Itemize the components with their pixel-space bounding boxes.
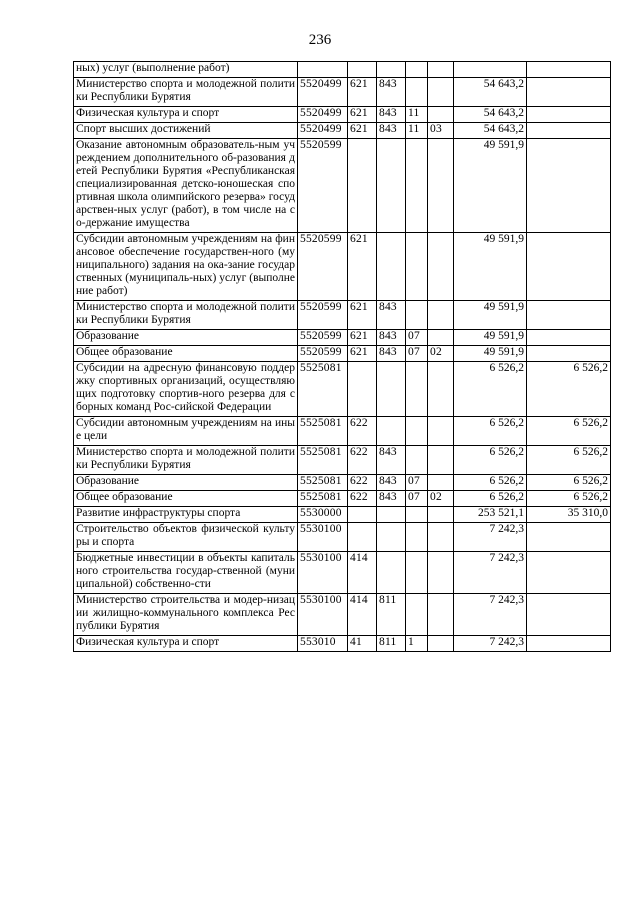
- subsection-cell: [428, 552, 454, 594]
- amount-cell: 7 242,3: [454, 523, 527, 552]
- expense-type-cell: 621: [348, 346, 377, 362]
- section-cell: [406, 362, 428, 417]
- target-article-cell: 5525081: [298, 446, 348, 475]
- amount-cell: 6 526,2: [454, 446, 527, 475]
- table-row: [74, 636, 611, 652]
- federal-amount-cell: [527, 552, 611, 594]
- department-code-cell: [377, 523, 406, 552]
- item-name-cell: Министерство спорта и молодежной политики Республики Бурятия: [74, 446, 298, 475]
- section-cell: [406, 139, 428, 233]
- target-article-cell: 5530000: [298, 507, 348, 523]
- table-row: [74, 301, 611, 330]
- target-article-cell: 5520599: [298, 330, 348, 346]
- budget-table-body: [74, 62, 611, 652]
- target-article-cell: 5520599: [298, 233, 348, 301]
- section-cell: [406, 233, 428, 301]
- section-cell: [406, 552, 428, 594]
- table-row: [74, 62, 611, 78]
- table-row: [74, 594, 611, 636]
- amount-cell: 7 242,3: [454, 594, 527, 636]
- subsection-cell: [428, 523, 454, 552]
- target-article-cell: 5520599: [298, 139, 348, 233]
- subsection-cell: [428, 417, 454, 446]
- target-article-cell: 553010: [298, 636, 348, 652]
- federal-amount-cell: 6 526,2: [527, 362, 611, 417]
- expense-type-cell: 621: [348, 123, 377, 139]
- expense-type-cell: 41: [348, 636, 377, 652]
- section-cell: 1: [406, 636, 428, 652]
- table-row: [74, 139, 611, 233]
- subsection-cell: [428, 446, 454, 475]
- federal-amount-cell: [527, 523, 611, 552]
- amount-cell: 6 526,2: [454, 475, 527, 491]
- department-code-cell: [377, 62, 406, 78]
- department-code-cell: [377, 233, 406, 301]
- subsection-cell: 03: [428, 123, 454, 139]
- subsection-cell: [428, 362, 454, 417]
- amount-cell: 6 526,2: [454, 417, 527, 446]
- department-code-cell: 811: [377, 636, 406, 652]
- item-name-cell: Министерство спорта и молодежной политики Республики Бурятия: [74, 301, 298, 330]
- item-name-cell: Общее образование: [74, 491, 298, 507]
- table-row: [74, 330, 611, 346]
- target-article-cell: 5525081: [298, 491, 348, 507]
- item-name-cell: ных) услуг (выполнение работ): [74, 62, 298, 78]
- target-article-cell: 5520499: [298, 107, 348, 123]
- subsection-cell: 02: [428, 491, 454, 507]
- amount-cell: 54 643,2: [454, 107, 527, 123]
- subsection-cell: [428, 507, 454, 523]
- expense-type-cell: [348, 139, 377, 233]
- subsection-cell: [428, 594, 454, 636]
- subsection-cell: [428, 330, 454, 346]
- item-name-cell: Физическая культура и спорт: [74, 107, 298, 123]
- amount-cell: 49 591,9: [454, 346, 527, 362]
- target-article-cell: 5530100: [298, 594, 348, 636]
- section-cell: 07: [406, 491, 428, 507]
- subsection-cell: [428, 233, 454, 301]
- target-article-cell: 5530100: [298, 523, 348, 552]
- department-code-cell: 843: [377, 346, 406, 362]
- target-article-cell: [298, 62, 348, 78]
- amount-cell: 49 591,9: [454, 330, 527, 346]
- federal-amount-cell: [527, 123, 611, 139]
- item-name-cell: Развитие инфраструктуры спорта: [74, 507, 298, 523]
- section-cell: [406, 594, 428, 636]
- subsection-cell: [428, 78, 454, 107]
- section-cell: [406, 62, 428, 78]
- section-cell: 07: [406, 475, 428, 491]
- subsection-cell: [428, 139, 454, 233]
- item-name-cell: Спорт высших достижений: [74, 123, 298, 139]
- expense-type-cell: 622: [348, 446, 377, 475]
- federal-amount-cell: [527, 636, 611, 652]
- table-row: [74, 552, 611, 594]
- budget-table: [73, 61, 611, 652]
- department-code-cell: 843: [377, 301, 406, 330]
- table-row: [74, 475, 611, 491]
- section-cell: [406, 417, 428, 446]
- table-row: [74, 417, 611, 446]
- subsection-cell: [428, 62, 454, 78]
- amount-cell: 7 242,3: [454, 552, 527, 594]
- department-code-cell: 843: [377, 446, 406, 475]
- federal-amount-cell: [527, 62, 611, 78]
- item-name-cell: Оказание автономным образователь-ным учреждением дополнительного об-разования детей Республики Бурятия «Республиканская специализированная детско-юношеская спортивная школа олимпийского резерва» государствен-ных услуг (работ), в том числе на со-держание имущества: [74, 139, 298, 233]
- item-name-cell: Министерство строительства и модер-низации жилищно-коммунального комплекса Республики Бурятия: [74, 594, 298, 636]
- department-code-cell: 843: [377, 475, 406, 491]
- expense-type-cell: [348, 507, 377, 523]
- target-article-cell: 5520499: [298, 78, 348, 107]
- section-cell: [406, 507, 428, 523]
- department-code-cell: 843: [377, 78, 406, 107]
- section-cell: 07: [406, 346, 428, 362]
- amount-cell: 253 521,1: [454, 507, 527, 523]
- subsection-cell: [428, 107, 454, 123]
- expense-type-cell: 621: [348, 107, 377, 123]
- table-row: [74, 233, 611, 301]
- target-article-cell: 5520499: [298, 123, 348, 139]
- item-name-cell: Общее образование: [74, 346, 298, 362]
- amount-cell: 6 526,2: [454, 362, 527, 417]
- expense-type-cell: [348, 523, 377, 552]
- federal-amount-cell: [527, 78, 611, 107]
- subsection-cell: 02: [428, 346, 454, 362]
- department-code-cell: [377, 552, 406, 594]
- section-cell: 11: [406, 123, 428, 139]
- federal-amount-cell: 6 526,2: [527, 446, 611, 475]
- item-name-cell: Министерство спорта и молодежной политики Республики Бурятия: [74, 78, 298, 107]
- table-row: [74, 107, 611, 123]
- page-number: 236: [308, 32, 332, 48]
- section-cell: 11: [406, 107, 428, 123]
- section-cell: [406, 523, 428, 552]
- item-name-cell: Строительство объектов физической культуры и спорта: [74, 523, 298, 552]
- department-code-cell: [377, 362, 406, 417]
- federal-amount-cell: [527, 107, 611, 123]
- subsection-cell: [428, 475, 454, 491]
- department-code-cell: [377, 139, 406, 233]
- expense-type-cell: 414: [348, 552, 377, 594]
- expense-type-cell: 621: [348, 330, 377, 346]
- expense-type-cell: 414: [348, 594, 377, 636]
- target-article-cell: 5530100: [298, 552, 348, 594]
- federal-amount-cell: [527, 346, 611, 362]
- target-article-cell: 5525081: [298, 475, 348, 491]
- target-article-cell: 5525081: [298, 362, 348, 417]
- department-code-cell: 811: [377, 594, 406, 636]
- department-code-cell: 843: [377, 123, 406, 139]
- federal-amount-cell: 6 526,2: [527, 475, 611, 491]
- expense-type-cell: 621: [348, 301, 377, 330]
- expense-type-cell: 621: [348, 78, 377, 107]
- item-name-cell: Образование: [74, 475, 298, 491]
- item-name-cell: Субсидии автономным учреждениям на иные цели: [74, 417, 298, 446]
- item-name-cell: Бюджетные инвестиции в объекты капитального строительства государ-ственной (муниципальной) собственно-сти: [74, 552, 298, 594]
- item-name-cell: Субсидии автономным учреждениям на финансовое обеспечение государствен-ного (муниципального) задания на ока-зание государственных (муниципаль-ных) услуг (выполнение работ): [74, 233, 298, 301]
- federal-amount-cell: [527, 594, 611, 636]
- table-row: [74, 491, 611, 507]
- federal-amount-cell: 6 526,2: [527, 417, 611, 446]
- department-code-cell: 843: [377, 107, 406, 123]
- item-name-cell: Физическая культура и спорт: [74, 636, 298, 652]
- table-row: [74, 123, 611, 139]
- section-cell: 07: [406, 330, 428, 346]
- table-row: [74, 523, 611, 552]
- federal-amount-cell: 6 526,2: [527, 491, 611, 507]
- amount-cell: 7 242,3: [454, 636, 527, 652]
- amount-cell: 49 591,9: [454, 233, 527, 301]
- table-row: [74, 78, 611, 107]
- amount-cell: 49 591,9: [454, 301, 527, 330]
- table-row: [74, 507, 611, 523]
- federal-amount-cell: [527, 233, 611, 301]
- federal-amount-cell: 35 310,0: [527, 507, 611, 523]
- department-code-cell: 843: [377, 330, 406, 346]
- expense-type-cell: 621: [348, 233, 377, 301]
- item-name-cell: Образование: [74, 330, 298, 346]
- target-article-cell: 5525081: [298, 417, 348, 446]
- expense-type-cell: [348, 62, 377, 78]
- federal-amount-cell: [527, 301, 611, 330]
- subsection-cell: [428, 301, 454, 330]
- section-cell: [406, 78, 428, 107]
- target-article-cell: 5520599: [298, 346, 348, 362]
- amount-cell: 6 526,2: [454, 491, 527, 507]
- department-code-cell: [377, 507, 406, 523]
- subsection-cell: [428, 636, 454, 652]
- amount-cell: [454, 62, 527, 78]
- amount-cell: 54 643,2: [454, 78, 527, 107]
- federal-amount-cell: [527, 139, 611, 233]
- department-code-cell: [377, 417, 406, 446]
- amount-cell: 49 591,9: [454, 139, 527, 233]
- expense-type-cell: 622: [348, 475, 377, 491]
- department-code-cell: 843: [377, 491, 406, 507]
- section-cell: [406, 446, 428, 475]
- item-name-cell: Субсидии на адресную финансовую поддержку спортивных организаций, осуществляющих подготовку спортив-ного резерва для сборных команд Рос-сийской Федерации: [74, 362, 298, 417]
- table-row: [74, 362, 611, 417]
- target-article-cell: 5520599: [298, 301, 348, 330]
- table-row: [74, 446, 611, 475]
- expense-type-cell: 622: [348, 417, 377, 446]
- section-cell: [406, 301, 428, 330]
- expense-type-cell: 622: [348, 491, 377, 507]
- table-row: [74, 346, 611, 362]
- amount-cell: 54 643,2: [454, 123, 527, 139]
- federal-amount-cell: [527, 330, 611, 346]
- expense-type-cell: [348, 362, 377, 417]
